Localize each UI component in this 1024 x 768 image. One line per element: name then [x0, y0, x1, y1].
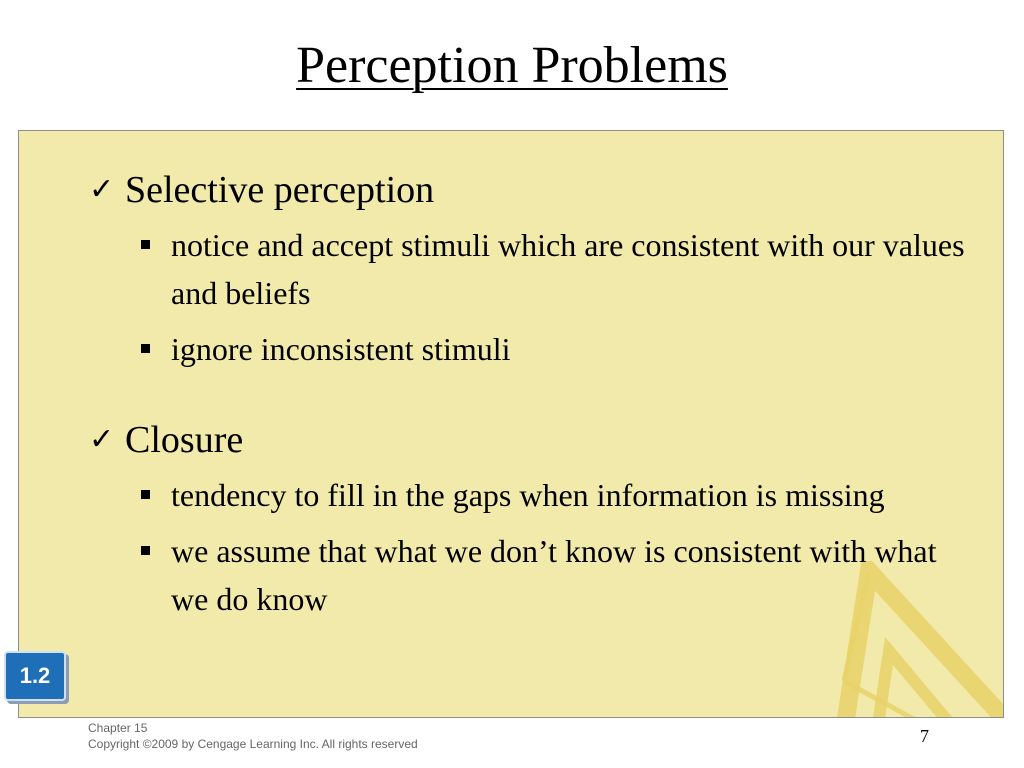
content-panel — [18, 130, 1004, 718]
chapter-label: Chapter 15 — [88, 721, 148, 735]
check-icon: ✓ — [89, 172, 115, 207]
square-bullet-icon — [141, 490, 150, 499]
list-item-text: notice and accept stimuli which are consistent with our values and beliefs — [171, 227, 965, 311]
sub-bullet-list — [89, 221, 969, 373]
sub-bullet-list — [89, 471, 969, 623]
copyright-text: Copyright ©2009 by Cengage Learning Inc. All rights reserved — [88, 737, 418, 751]
square-bullet-icon — [141, 240, 150, 249]
list-item — [89, 325, 969, 373]
list-item-text: ignore inconsistent stimuli — [171, 331, 511, 367]
section-selective-perception — [89, 167, 969, 373]
square-bullet-icon — [141, 546, 150, 555]
bullet-heading-text: Selective perception — [125, 169, 435, 211]
list-item — [89, 527, 969, 623]
section-number-badge: 1.2 — [4, 651, 66, 701]
page-number: 7 — [920, 726, 929, 746]
slide-title — [0, 32, 1024, 100]
list-item — [89, 221, 969, 317]
list-item-text: we assume that what we don’t know is consistent with what we do know — [171, 533, 937, 617]
bullet-heading — [89, 167, 969, 213]
bullet-heading-text: Closure — [125, 419, 244, 461]
section-closure — [89, 417, 969, 623]
list-item — [89, 471, 969, 519]
bullet-heading — [89, 417, 969, 463]
slide-title-text: Perception Problems — [296, 37, 728, 94]
bullet-list — [89, 167, 969, 631]
check-icon: ✓ — [89, 422, 115, 457]
square-bullet-icon — [141, 344, 150, 353]
slide-footer — [88, 720, 418, 752]
list-item-text: tendency to fill in the gaps when information is missing — [171, 477, 885, 513]
